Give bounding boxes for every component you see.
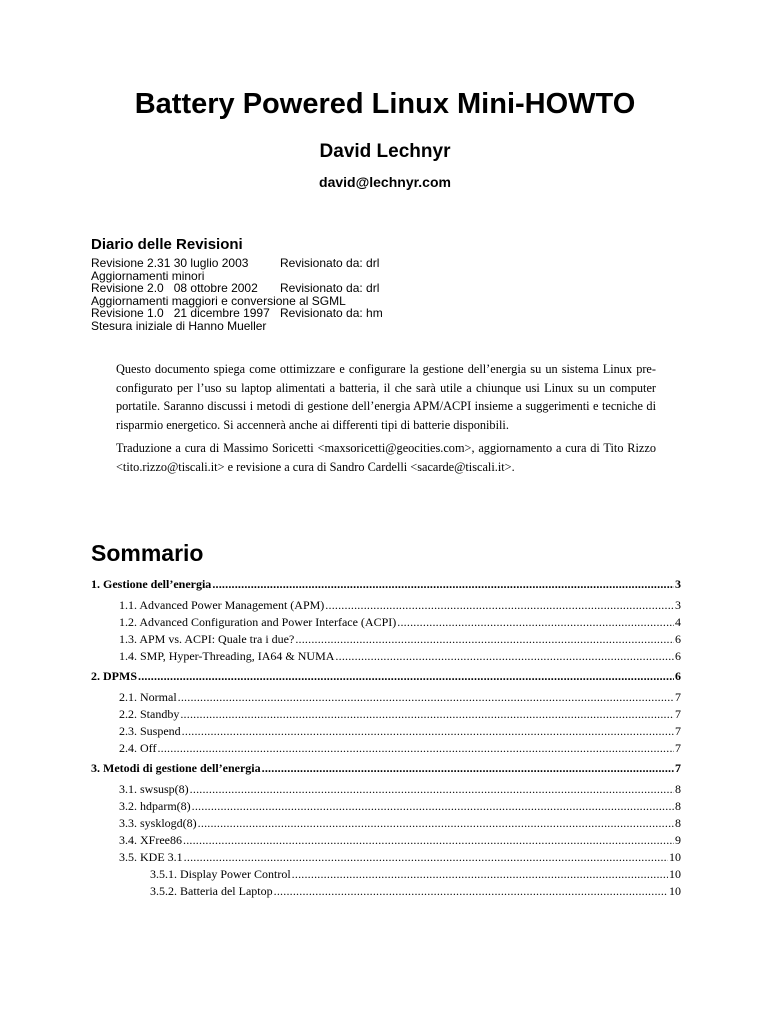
toc-entry-label: 2.3. Suspend [119, 724, 181, 738]
toc-entry[interactable] [119, 614, 681, 630]
toc-entry-label: 3.4. XFree86 [119, 833, 182, 847]
toc-entry[interactable] [119, 815, 681, 831]
revised-by: Revisionato da: hm [280, 306, 383, 320]
document-title: Battery Powered Linux Mini-HOWTO [134, 88, 636, 120]
abstract-paragraph: Questo documento spiega come ottimizzare e configurare la gestione dell’energia su un sistema Linux pre-configurato per l’uso su laptop alimentati a batteria, il che sarà utile a chiunque usi Linux su un computer portatile. Saranno discussi i metodi di gestione dell’energia APM/ACPI insieme a suggerimenti e tecniche di risparmio energetico. Si accennerà anche ai differenti tipi di batterie disponibili. [116, 362, 656, 432]
revised-by: Revisionato da: drl [280, 256, 380, 270]
toc-entry-page: 7 [675, 741, 681, 755]
toc-entry-page: 6 [675, 649, 681, 663]
toc-entry[interactable] [119, 648, 681, 664]
toc-entry-label: 1.3. APM vs. ACPI: Quale tra i due? [119, 632, 295, 646]
toc-entry[interactable] [119, 706, 681, 722]
revision-note: Aggiornamenti maggiori e conversione al SGML [91, 293, 346, 308]
toc-entry-page: 9 [675, 833, 681, 847]
revision-label: Revisione 2.0 08 ottobre 2002 [91, 281, 258, 295]
toc-entry-label: 2.2. Standby [119, 707, 180, 721]
toc-entry-label: 2.1. Normal [119, 690, 177, 704]
toc-entry[interactable] [119, 781, 681, 797]
toc-entry-page: 6 [675, 669, 681, 683]
translation-credits: Traduzione a cura di Massimo Soricetti <maxsoricetti@geocities.com>, aggiornamento a cura di Tito Rizzo <tito.rizzo@tiscali.it> e revisione a cura di Sandro Cardelli <sacarde@tiscali.it>. [116, 441, 656, 474]
toc-entry-label: 3.5.2. Batteria del Laptop [150, 884, 273, 898]
toc-entry-label: 3.1. swsusp(8) [119, 782, 189, 796]
toc-entry-page: 6 [675, 632, 681, 646]
toc-entry-page: 8 [675, 816, 681, 830]
revision-note: Stesura iniziale di Hanno Mueller [91, 318, 267, 333]
toc-entry-page: 7 [675, 761, 681, 775]
toc-heading: Sommario [91, 540, 204, 566]
toc-entry[interactable] [119, 740, 681, 756]
abstract [116, 360, 656, 482]
toc-entry[interactable] [119, 798, 681, 814]
toc-entry[interactable] [119, 689, 681, 705]
toc-entry-label: 3.2. hdparm(8) [119, 799, 191, 813]
revision-entry [91, 307, 511, 320]
toc-entry-page: 4 [675, 615, 681, 629]
toc-entry[interactable] [91, 760, 681, 776]
toc-entry[interactable] [119, 832, 681, 848]
toc-entry-page: 7 [675, 690, 681, 704]
toc-entry-label: 3.3. sysklogd(8) [119, 816, 197, 830]
toc-entry-page: 8 [675, 799, 681, 813]
toc-entry-label: 2.4. Off [119, 741, 157, 755]
toc-entry-page: 10 [669, 884, 681, 898]
toc-entry[interactable] [150, 866, 681, 882]
toc-entry-label: 3.5. KDE 3.1 [119, 850, 183, 864]
author-name: David Lechnyr [319, 141, 451, 162]
toc-entry[interactable] [119, 597, 681, 613]
toc-entry[interactable] [119, 849, 681, 865]
toc-entry-page: 8 [675, 782, 681, 796]
toc-entry[interactable] [150, 883, 681, 899]
toc-entry-label: 2. DPMS [91, 669, 137, 683]
revision-label: Revisione 1.0 21 dicembre 1997 [91, 306, 270, 320]
toc-entry-page: 10 [669, 867, 681, 881]
toc-entry-page: 10 [669, 850, 681, 864]
toc-entry[interactable] [119, 723, 681, 739]
revision-history [91, 257, 511, 332]
revision-history-heading: Diario delle Revisioni [91, 236, 243, 253]
toc-entry-label: 1.1. Advanced Power Management (APM) [119, 598, 325, 612]
revision-entry [91, 282, 511, 295]
toc-entry-page: 3 [675, 577, 681, 591]
toc-entry-page: 7 [675, 707, 681, 721]
revision-entry [91, 257, 511, 270]
toc-entry-page: 3 [675, 598, 681, 612]
toc-entry-label: 1. Gestione dell’energia [91, 577, 212, 591]
toc-entry-page: 7 [675, 724, 681, 738]
toc-entry[interactable] [119, 631, 681, 647]
toc-entry-label: 3. Metodi di gestione dell’energia [91, 761, 261, 775]
revision-label: Revisione 2.31 30 luglio 2003 [91, 256, 249, 270]
toc-entry-label: 1.4. SMP, Hyper-Threading, IA64 & NUMA [119, 649, 335, 663]
revision-note: Aggiornamenti minori [91, 268, 205, 283]
toc-entry[interactable] [91, 668, 681, 684]
toc-entry-label: 3.5.1. Display Power Control [150, 867, 291, 881]
toc-entry-label: 1.2. Advanced Configuration and Power Interface (ACPI) [119, 615, 397, 629]
toc-entry[interactable] [91, 576, 681, 592]
revised-by: Revisionato da: drl [280, 281, 380, 295]
author-email[interactable]: david@lechnyr.com [319, 174, 451, 190]
